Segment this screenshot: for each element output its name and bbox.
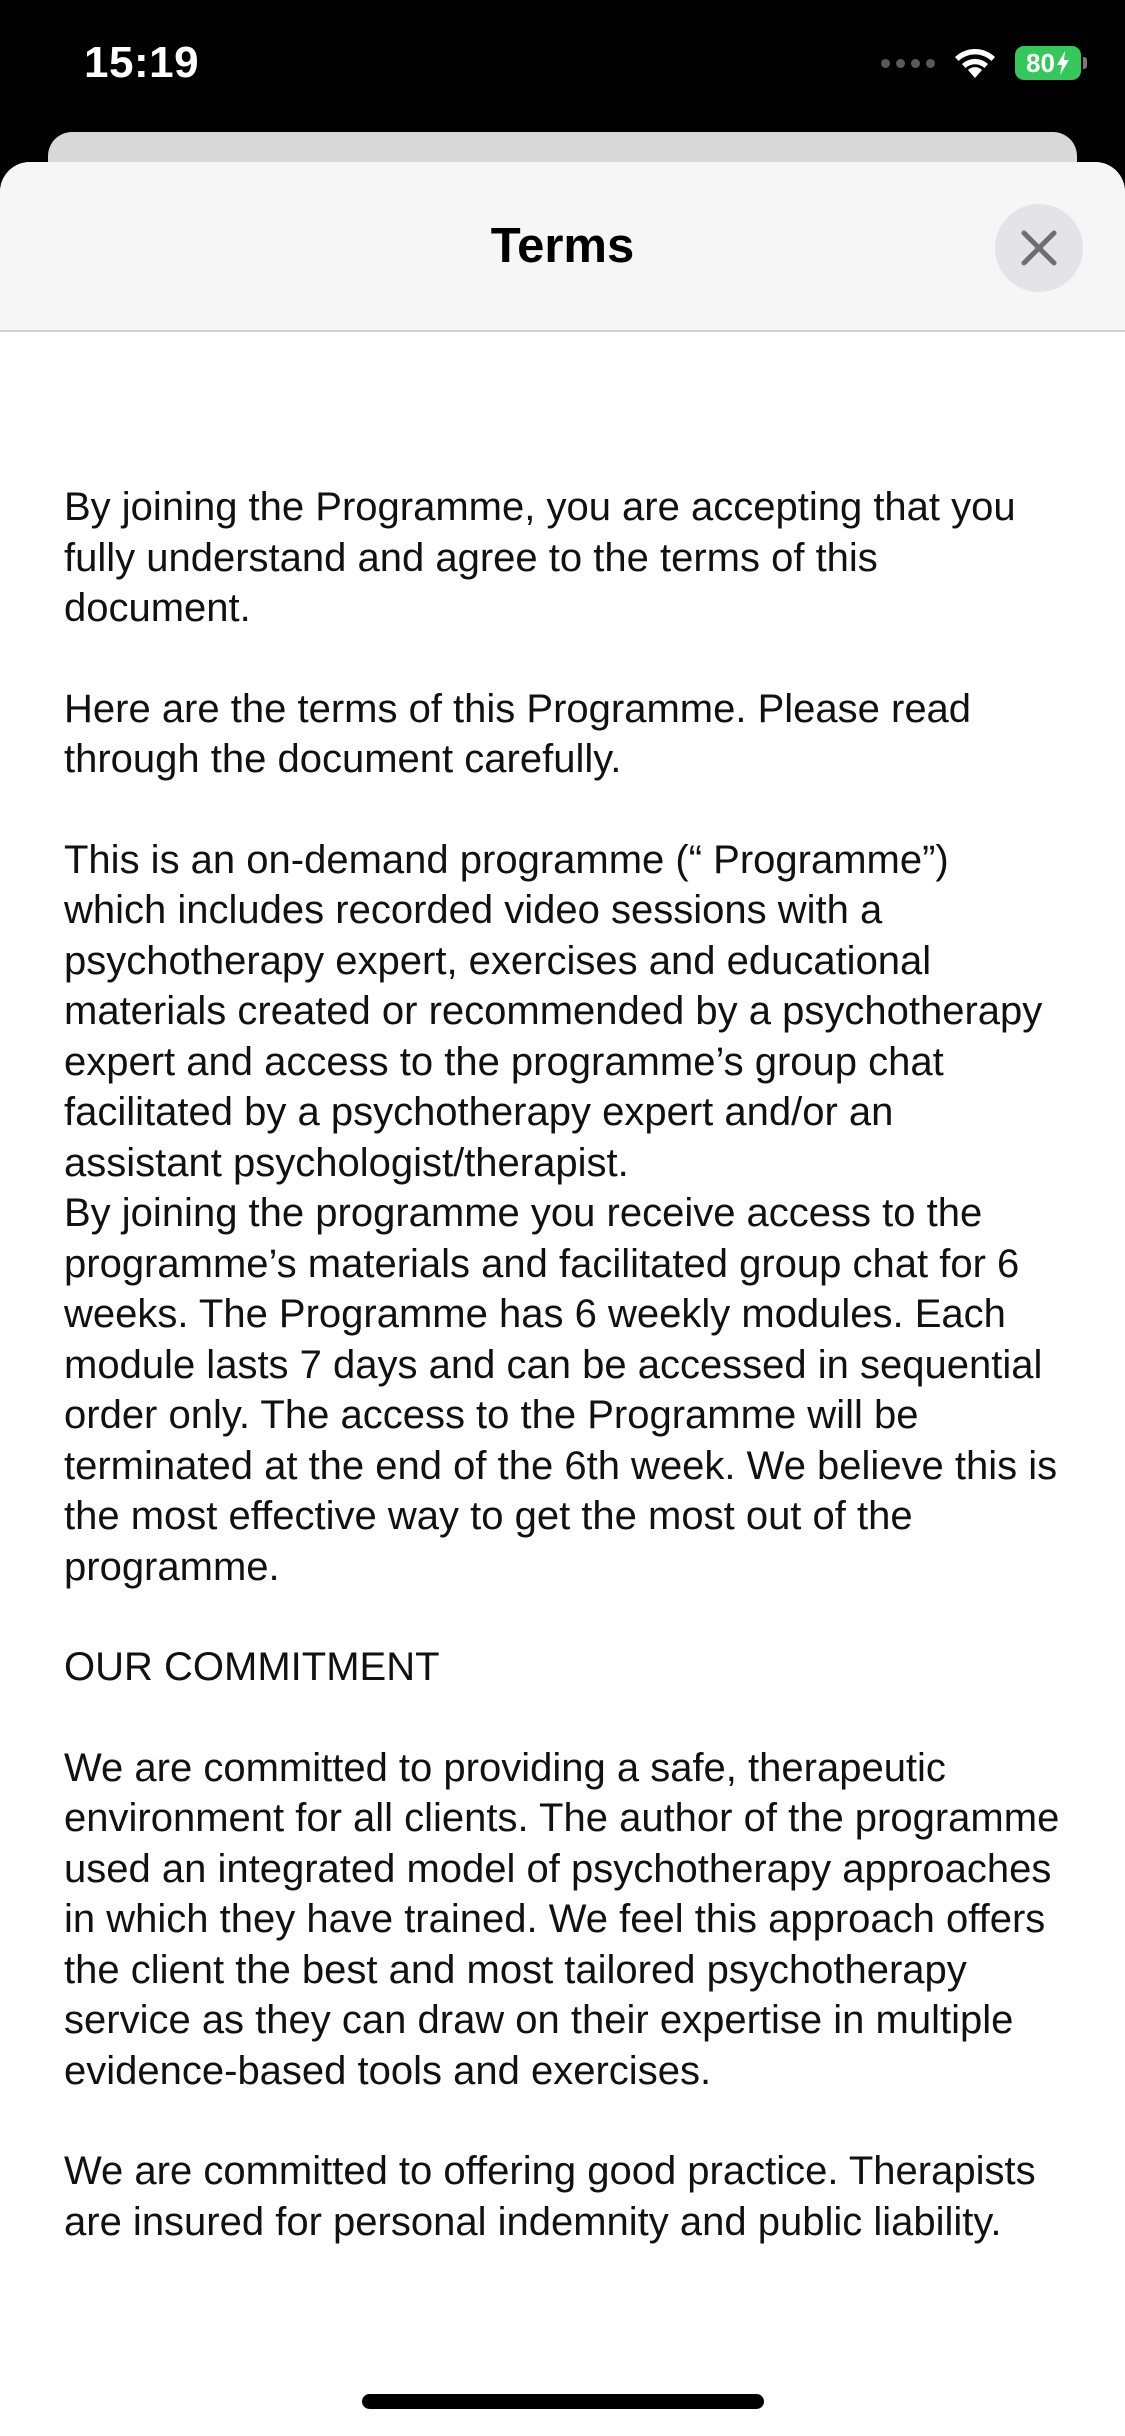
status-icons	[881, 46, 1081, 80]
home-indicator[interactable]	[362, 2394, 764, 2409]
battery-charging-icon	[1015, 46, 1081, 80]
terms-paragraph: Here are the terms of this Programme. Please read through the document carefully.	[64, 686, 972, 781]
terms-paragraph: By joining the Programme, you are accepting that you fully understand and agree to the terms of this document.	[64, 485, 1016, 630]
sheet-header	[0, 162, 1125, 332]
wifi-icon	[953, 46, 997, 80]
close-button[interactable]	[995, 204, 1083, 292]
terms-paragraph: By joining the programme you receive access to the programme’s materials and facilitated group chat for 6 weeks. The Programme has 6 weekly modules. Each module lasts 7 days and can be accessed in sequential order only. The access to the Programme will be terminated at the end of the 6th week. We believe this is the most effective way to get the most out of the programme.	[64, 1191, 1058, 1589]
page-title: Terms	[490, 219, 635, 273]
terms-paragraph: This is an on-demand programme (“ Programme”) which includes recorded video sessions with a psychotherapy expert, exercises and educational materials created or recommended by a psychotherapy expert and access to the programme’s group chat facilitated by a psychotherapy expert and/or an assistant psychologist/therapist.	[64, 837, 1043, 1185]
section-heading: OUR COMMITMENT	[64, 1645, 440, 1689]
status-bar	[0, 0, 1125, 140]
terms-paragraph: We are committed to offering good practice. Therapists are insured for personal indemnity and public liability.	[64, 2149, 1036, 2244]
battery-level: 80	[1026, 47, 1055, 78]
terms-paragraph: We are committed to providing a safe, therapeutic environment for all clients. The author of the programme used an integrated model of psychotherapy approaches in which they have trained. We feel this approach offers the client the best and most tailored psychotherapy service as they can draw on their expertise in multiple evidence-based tools and exercises.	[64, 1745, 1060, 2093]
status-time: 15:19	[84, 38, 200, 87]
terms-sheet	[0, 162, 1125, 2436]
terms-content[interactable]	[0, 332, 1125, 2247]
cellular-signal-icon	[881, 59, 935, 68]
charging-bolt-icon	[1056, 51, 1070, 75]
close-icon	[1019, 228, 1059, 268]
